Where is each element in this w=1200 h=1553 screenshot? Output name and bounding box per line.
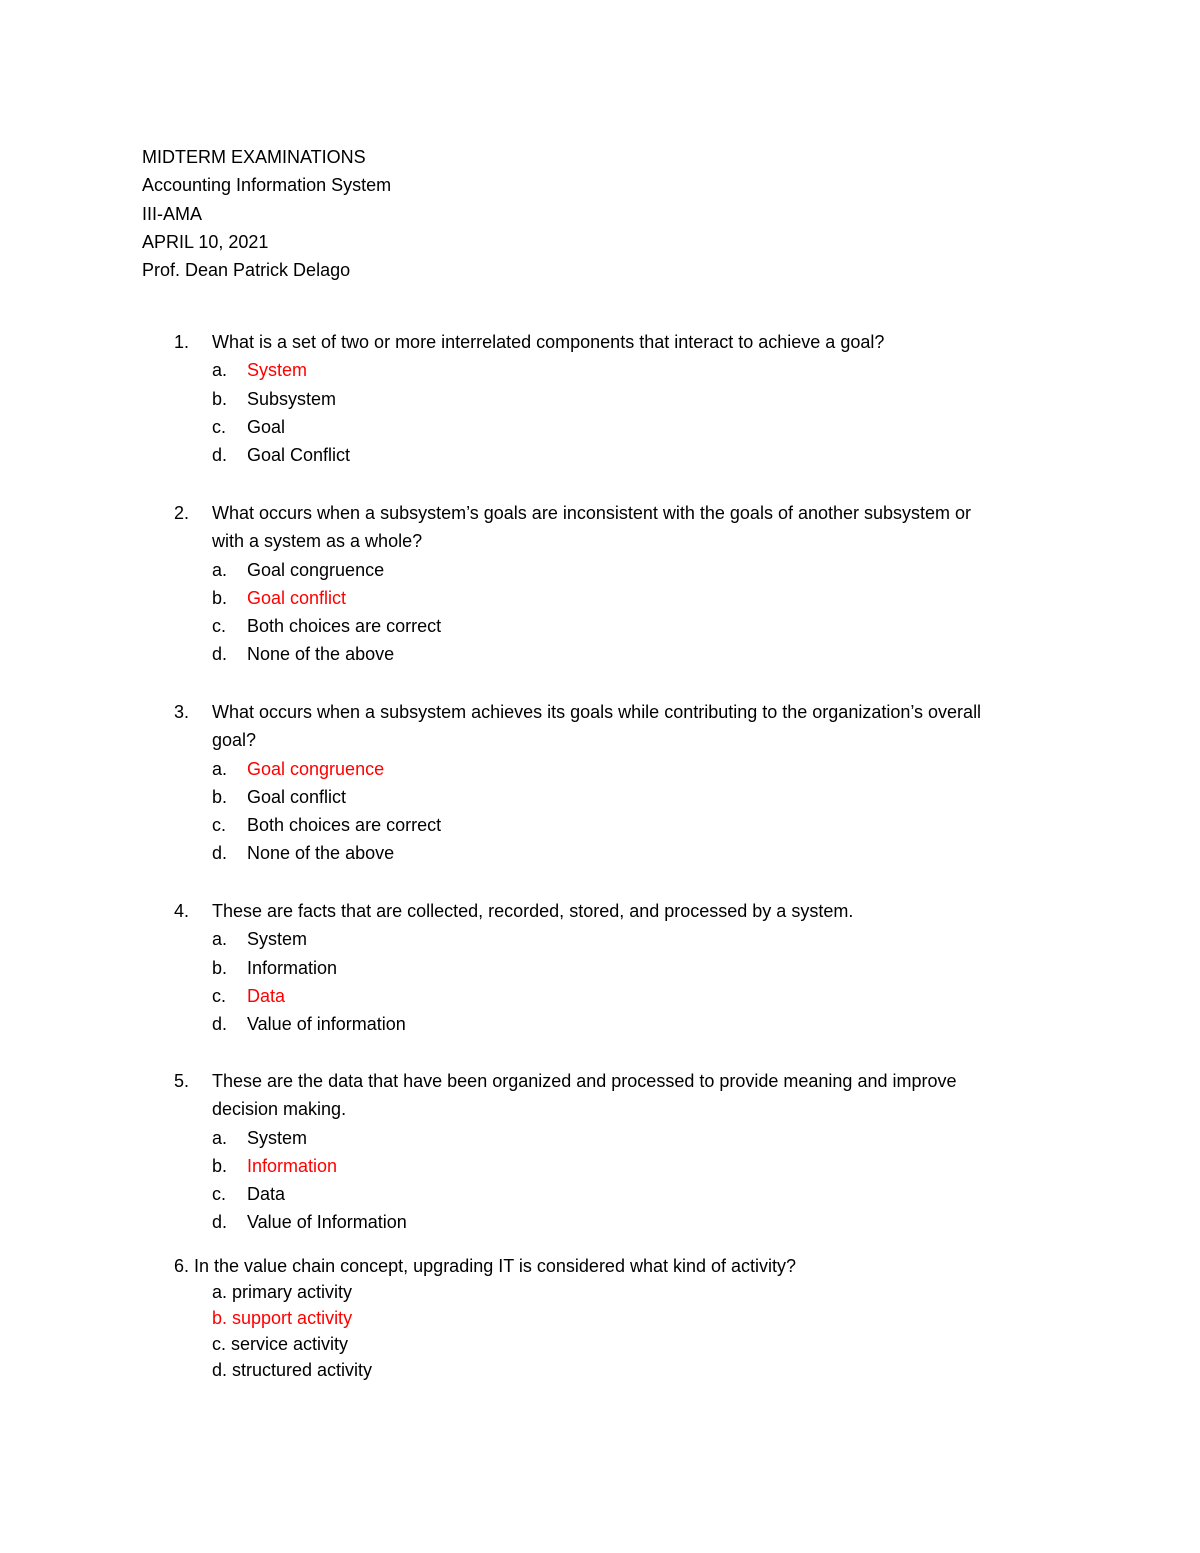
option-c <box>0 1180 1200 1208</box>
option-text: Goal conflict <box>247 587 347 608</box>
option-text: Goal conflict <box>247 786 347 807</box>
option-letter: c. <box>212 985 227 1006</box>
question-text: What occurs when a subsystem’s goals are inconsistent with the goals of another subsystem or <box>212 503 972 523</box>
option-d <box>0 839 1200 867</box>
option-letter: b. <box>212 1155 228 1176</box>
option-letter: d. <box>212 843 228 864</box>
option-text: Data <box>247 985 286 1006</box>
option-c <box>0 811 1200 839</box>
option-a: a. primary activity <box>212 1282 353 1302</box>
option-c <box>0 982 1200 1010</box>
option-letter: b. <box>212 388 228 409</box>
option-text: Goal congruence <box>247 559 385 580</box>
option-c <box>0 413 1200 441</box>
option-letter: d. <box>212 1212 228 1233</box>
question-2 <box>0 499 1200 669</box>
option-b <box>0 584 1200 612</box>
question-4 <box>0 897 1200 1038</box>
option-text: Value of information <box>247 1014 406 1035</box>
question-number: 3. <box>174 702 190 722</box>
course-name: Accounting Information System <box>142 175 392 196</box>
option-text: None of the above <box>247 644 395 665</box>
option-d <box>0 1208 1200 1236</box>
option-d <box>0 640 1200 668</box>
option-text: Information <box>247 1155 338 1176</box>
question-number: 2. <box>174 503 190 523</box>
option-d: d. structured activity <box>212 1360 373 1380</box>
option-letter: c. <box>212 815 227 836</box>
option-letter: a. <box>212 758 228 779</box>
question-text-continued: goal? <box>212 730 257 751</box>
option-letter: b. <box>212 786 228 807</box>
option-a <box>0 556 1200 584</box>
question-text-continued: with a system as a whole? <box>212 531 423 552</box>
option-text: None of the above <box>247 843 395 864</box>
option-a <box>0 925 1200 953</box>
option-text: Value of Information <box>247 1212 407 1233</box>
option-a <box>0 755 1200 783</box>
question-number: 5. <box>174 1071 190 1091</box>
option-text: Goal <box>247 416 286 437</box>
option-b <box>0 1152 1200 1180</box>
option-a <box>0 1124 1200 1152</box>
option-b <box>0 954 1200 982</box>
exam-date: APRIL 10, 2021 <box>142 231 269 252</box>
option-text: Data <box>247 1184 286 1205</box>
option-letter: c. <box>212 1184 227 1205</box>
question-number: 4. <box>174 901 190 921</box>
option-letter: d. <box>212 1014 228 1035</box>
option-b <box>0 385 1200 413</box>
option-d <box>0 1010 1200 1038</box>
option-letter: a. <box>212 929 228 950</box>
option-letter: c. <box>212 416 227 437</box>
option-text: Both choices are correct <box>247 815 442 836</box>
question-text-continued: decision making. <box>212 1099 347 1120</box>
option-letter: a. <box>212 1127 228 1148</box>
option-letter: b. <box>212 957 228 978</box>
option-text: Goal congruence <box>247 758 385 779</box>
question-text: What occurs when a subsystem achieves its goals while contributing to the organization’s overall <box>212 702 982 722</box>
question-text: What is a set of two or more interrelated components that interact to achieve a goal? <box>212 332 885 352</box>
option-b <box>0 783 1200 811</box>
option-letter: d. <box>212 445 228 466</box>
question-text: 6. In the value chain concept, upgrading IT is considered what kind of activity? <box>174 1256 797 1276</box>
option-text: Both choices are correct <box>247 616 442 637</box>
question-5 <box>0 1067 1200 1237</box>
question-text: These are facts that are collected, recorded, stored, and processed by a system. <box>212 901 854 921</box>
option-text: System <box>247 1127 308 1148</box>
question-number: 1. <box>174 332 190 352</box>
option-letter: d. <box>212 644 228 665</box>
option-text: System <box>247 360 308 381</box>
exam-header <box>142 143 391 284</box>
option-letter: b. <box>212 587 228 608</box>
option-a <box>0 356 1200 384</box>
question-1 <box>0 328 1200 469</box>
option-letter: a. <box>212 360 228 381</box>
option-text: System <box>247 929 308 950</box>
question-6 <box>0 1253 1200 1383</box>
exam-title: MIDTERM EXAMINATIONS <box>142 147 366 167</box>
option-text: Goal Conflict <box>247 445 351 466</box>
professor-name: Prof. Dean Patrick Delago <box>142 260 351 281</box>
section-name: III-AMA <box>142 203 203 224</box>
option-letter: c. <box>212 616 227 637</box>
option-c <box>0 612 1200 640</box>
option-d <box>0 441 1200 469</box>
option-text: Information <box>247 957 338 978</box>
option-b: b. support activity <box>212 1308 353 1328</box>
question-text: These are the data that have been organized and processed to provide meaning and improve <box>212 1071 957 1091</box>
question-3 <box>0 698 1200 868</box>
option-c: c. service activity <box>212 1334 349 1354</box>
option-letter: a. <box>212 559 228 580</box>
option-text: Subsystem <box>247 388 337 409</box>
